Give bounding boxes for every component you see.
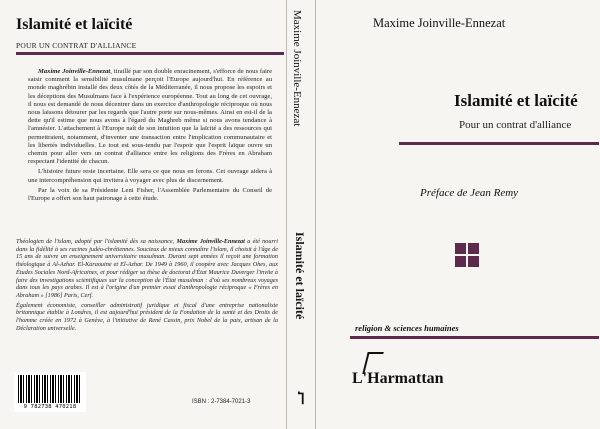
bio-paragraph-2: Également économiste, conseiller administratif juridique et fiscal d'une entreprise nationaliste britannique établie à Londres, il est aujourd'hui président de la Fondation de la santé et des Droits de l'homme créée en 1972 à Genève, à l'initiative de René Cassin, prix Nobel de la paix, artisan de la Déclaration universelle. bbox=[16, 301, 278, 332]
isbn: ISBN : 2-7384-7021-3 bbox=[192, 399, 251, 405]
collection-name: religion & sciences humaines bbox=[355, 323, 459, 333]
square bbox=[455, 256, 466, 267]
publisher-name: L'Harmattan bbox=[352, 370, 444, 387]
blurb-paragraph-3: Par la voix de sa Présidente Leni Fisher, l'Assemblée Parlementaire du Conseil de l'Europe a offert son haut patronage à cette étude. bbox=[28, 186, 272, 203]
blurb-author: Maxime Joinville-Ennezat bbox=[38, 68, 111, 75]
front-divider bbox=[399, 142, 599, 145]
preface-credit: Préface de Jean Remy bbox=[420, 187, 519, 199]
barcode bbox=[14, 372, 86, 412]
barcode-bars bbox=[18, 375, 82, 403]
bio-lead: Théologien de l'islam, adopté par l'islamité dès sa naissance, bbox=[16, 238, 175, 245]
spine-author: Maxime Joinville-Ennezat bbox=[291, 10, 303, 127]
front-subtitle: Pour un contrat d'alliance bbox=[459, 119, 572, 131]
harmattan-logo-icon: Ⴈ bbox=[297, 393, 305, 408]
front-title: Islamité et laïcité bbox=[454, 91, 578, 110]
collection-divider bbox=[350, 336, 599, 339]
spine-title: Islamité et laïcité bbox=[293, 232, 307, 320]
square bbox=[468, 243, 479, 254]
bio-author: Maxime Joinville-Ennezat bbox=[176, 238, 245, 245]
spine-edge-right bbox=[315, 0, 316, 429]
author-bio bbox=[16, 238, 278, 334]
back-divider bbox=[16, 52, 284, 55]
front-cover bbox=[317, 0, 600, 429]
back-title: Islamité et laïcité bbox=[16, 16, 133, 33]
square bbox=[455, 243, 466, 254]
barcode-digits: 9 782738 470218 bbox=[23, 404, 77, 410]
blurb-paragraph-2: L'histoire future reste incertaine. Elle sera ce que nous en ferons. Cet ouvrage aidera à une intercompréhension qui invitera à voyager avec plus de discernement. bbox=[28, 168, 272, 184]
front-author: Maxime Joinville-Ennezat bbox=[373, 16, 506, 30]
blurb-text: , tiraillé par son double enracinement, s'efforce de nous faire saisir comment la sensibilité musulmane perçoit l'Europe aujourd'hui. En référence au monde maghrébin installé des deux côtés de la Méditerranée, il nous propose les espoirs et les déceptions des Musulmans face à l'expérience européenne. Tout au long de cet ouvrage, il nous est demandé de nous décentrer dans un exercice d'anthropologie réciproque où nous nous laissons détourer par les regards que l'autre porte sur nous-mêmes. Ainsi en est-il de la dette qu'il estime que nous avons à l'égard du Maghreb même si nous avons tendance à l'amnésier. L'attachement à l'Europe naît de son intuition que la laïcité a des ressources qui permettraient, notamment, d'inventer une transaction entre l'implication communautaire et les libertés individuelles. Le tout est sous-tendu par l'espoir que l'esprit laïque ouvre un chemin pour aller vers un contrat d'alliance entre les religions des Frères en Abraham respectant l'identité de chacun. bbox=[28, 68, 273, 166]
square bbox=[468, 256, 479, 267]
back-cover bbox=[0, 0, 285, 429]
blurb-paragraph bbox=[28, 68, 272, 166]
back-subtitle: POUR UN CONTRAT D'ALLIANCE bbox=[16, 41, 137, 50]
spine-edge-left bbox=[286, 0, 287, 429]
bio-paragraph bbox=[16, 238, 278, 300]
four-squares-icon bbox=[455, 243, 480, 268]
blurb bbox=[28, 68, 272, 205]
bio-text: a été nourri dans la fidélité à ses racines judéo-chrétiennes. Soucieux de mieux connaître l'islam, il choisit à l'âge de 15 ans de suivre un enseignement universitaire musulman. Durant sept années il reçoit une formation théologique à Al-Azhar. El-Karaouine et El-Azhar. De 1949 à 1960, il coopère avec Jacques Ohes, aux Études Sociales Nord-Africaines, et pour rédiger sa thèse de doctorat d'État Maurice Duverger l'invite à faire des investigations scientifiques sur la conception de l'État musulman : d'où ses nombreux voyages dans tous les pays arabes. Il est à l'origine d'un premier essai d'anthropologie réciproque « Frères en Abraham » [1986] Paris, Cerf. bbox=[16, 238, 279, 299]
spine bbox=[285, 0, 317, 429]
